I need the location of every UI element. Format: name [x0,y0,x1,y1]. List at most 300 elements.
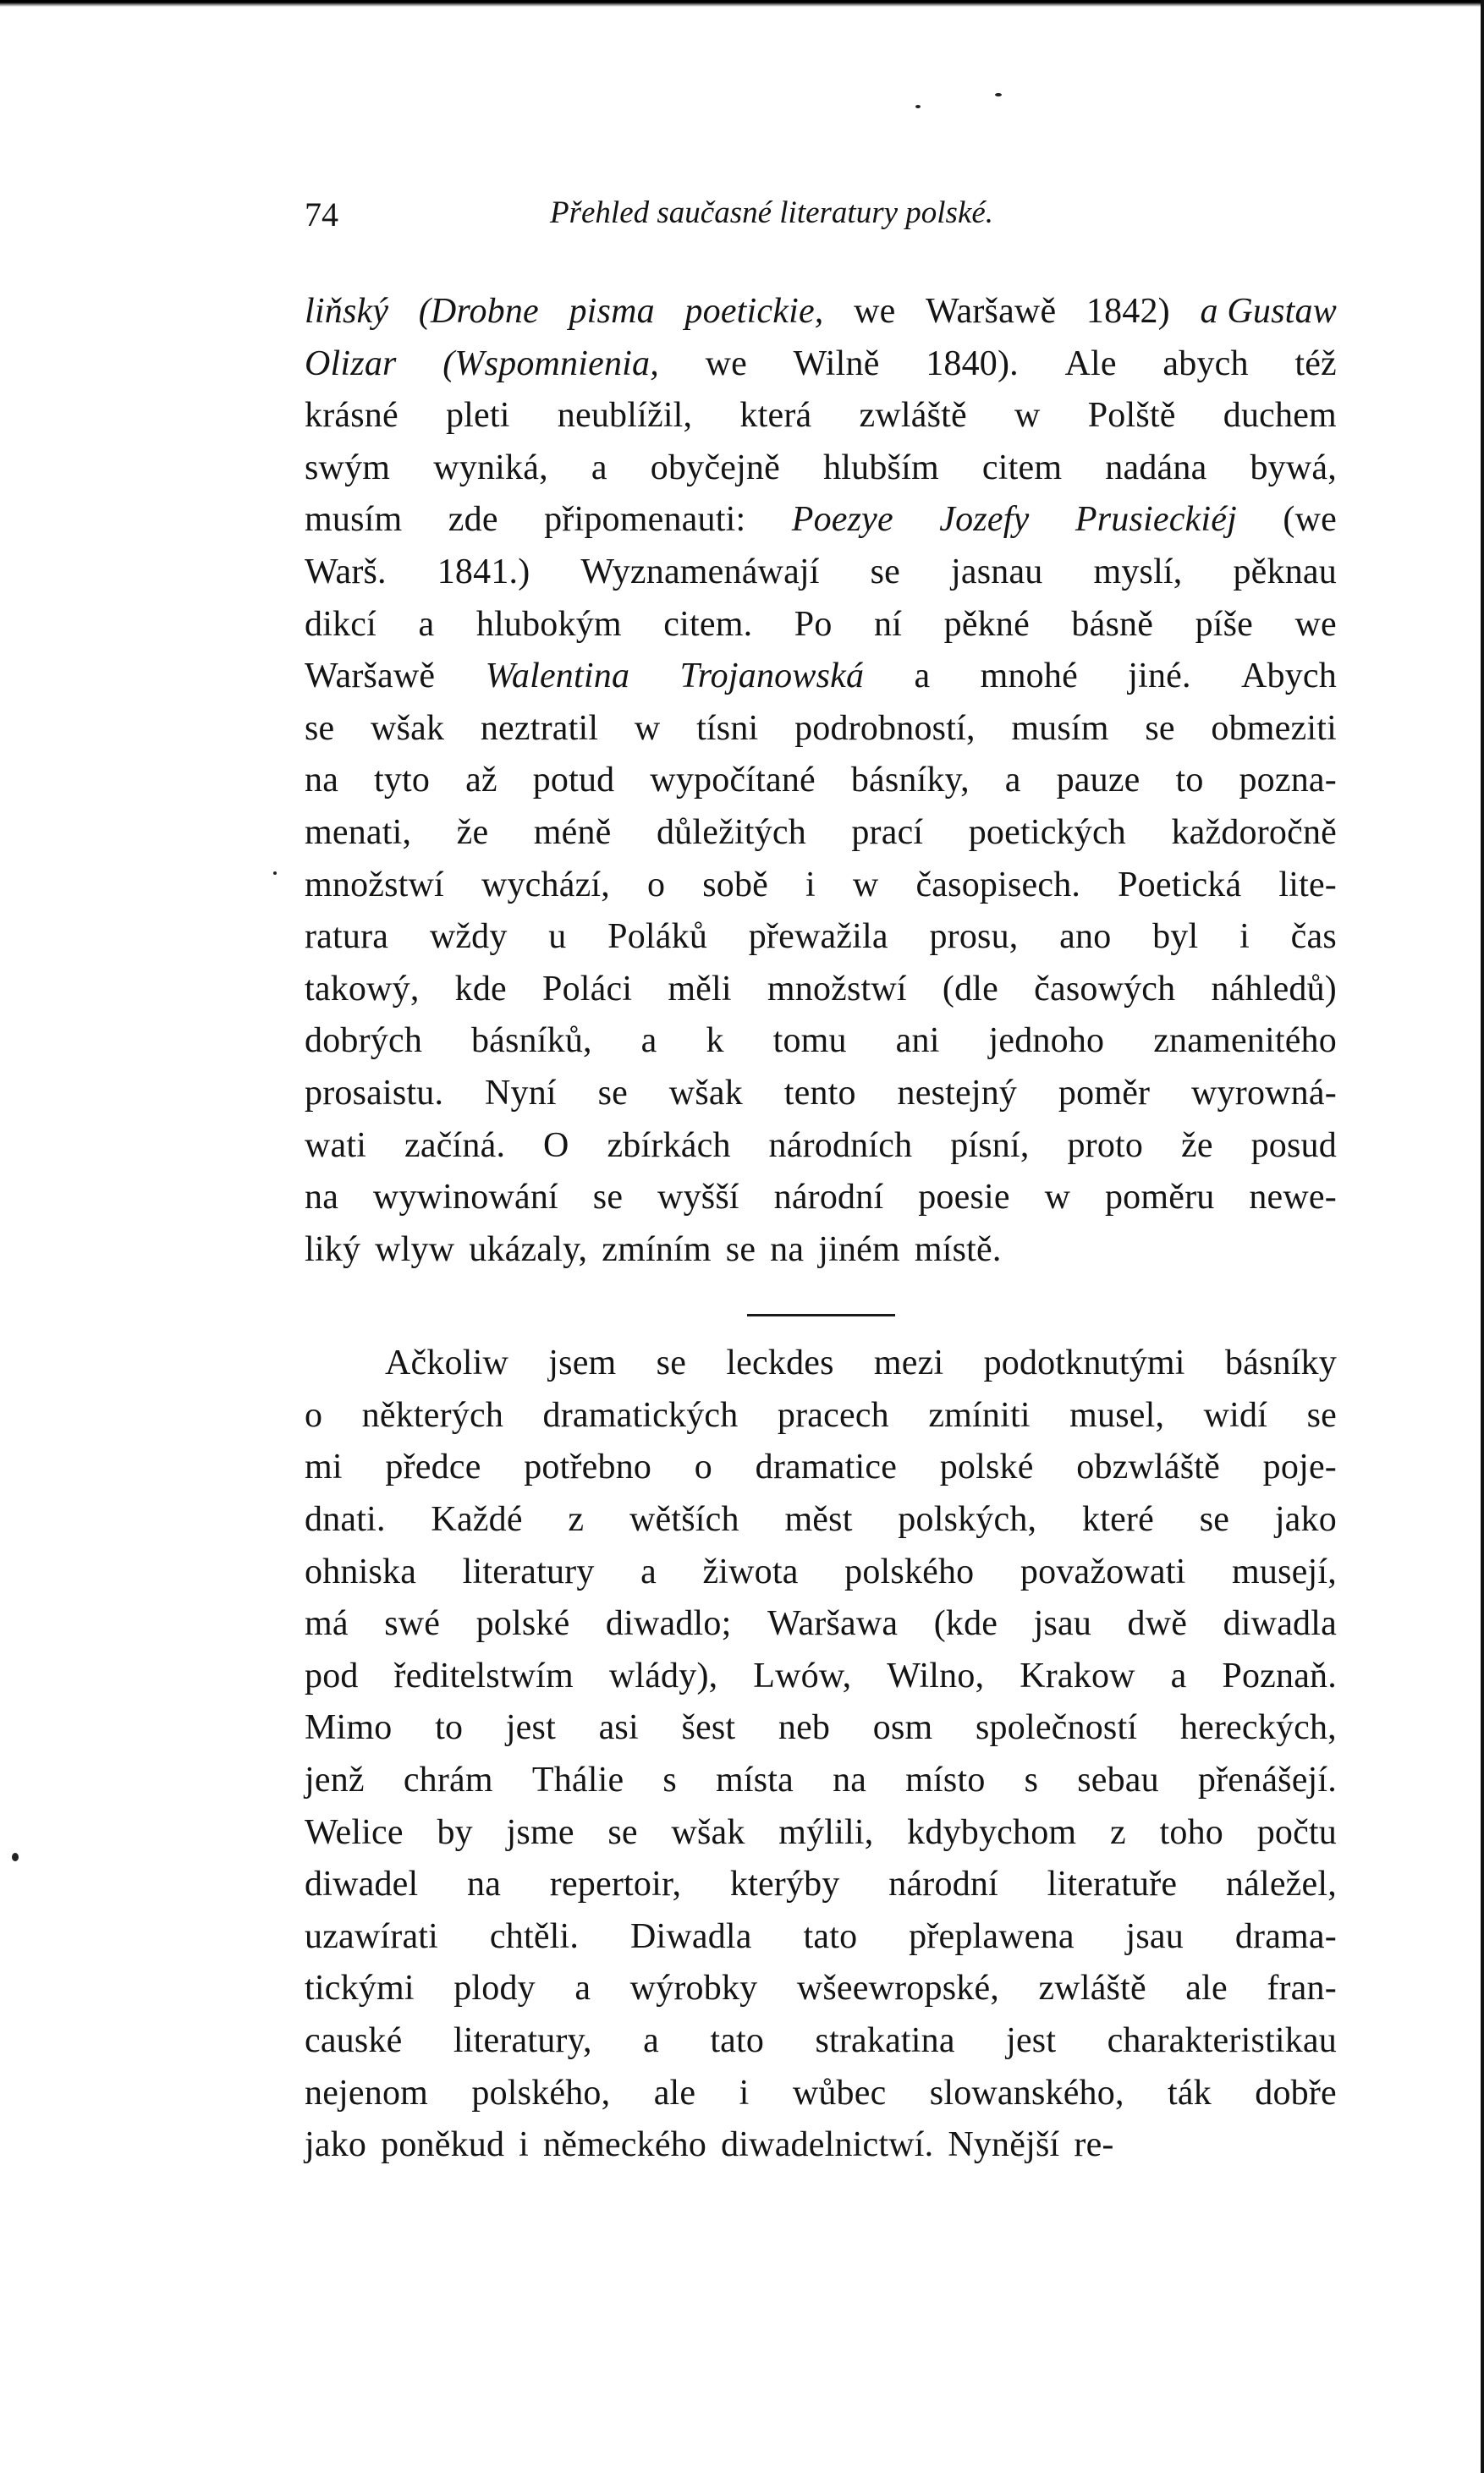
word: a Gustaw [1200,292,1337,331]
word: Poznaň. [1222,1656,1337,1695]
word: ani [895,1021,940,1061]
word: literatury [462,1552,595,1591]
word: Waršawě [926,292,1057,331]
word: w [852,865,879,904]
word: chrám [403,1761,493,1800]
word: Poláci [542,969,633,1008]
word: neztratil [480,708,599,748]
word: ale [1185,1969,1228,2009]
word: dramatice [755,1448,898,1487]
word: některých [361,1395,504,1435]
word: obzwláště [1076,1448,1220,1487]
text-line [305,1651,1337,1703]
text-line [305,1807,1337,1860]
word: pleti [445,396,510,436]
word: a [418,604,435,644]
word: Prusieckiéj [1075,500,1237,540]
word: zmíniti [928,1395,1031,1435]
word: prosu, [929,917,1019,957]
word: přeplawena [909,1916,1075,1956]
word: leckdes [726,1344,834,1383]
word: (dle [942,969,999,1008]
word: wlyw [375,1229,455,1269]
word: Olizar [305,343,397,383]
text-line [305,1338,1337,1390]
word: sobě [702,865,769,904]
text-line [305,1068,1337,1120]
word: se [607,1812,638,1852]
scan-speck [915,105,921,108]
word: citem. [663,604,753,644]
word: též [1294,343,1337,383]
word: tato [710,2021,765,2060]
text-line [305,1702,1337,1755]
word: polské [939,1448,1034,1487]
scan-speck [273,871,277,875]
word: liký [305,1229,361,1269]
word: polských, [898,1500,1037,1540]
word: každoročně [1171,812,1337,852]
word: i [739,2073,750,2113]
word: že [456,812,489,852]
word: má [305,1604,349,1644]
word: menati, [305,812,412,852]
word: jako [305,2125,367,2165]
word: ano [1059,917,1112,957]
word: méně [533,812,612,852]
word: jako [1274,1500,1337,1540]
word: prosaistu. [305,1073,444,1113]
word: wyniká, [433,448,548,487]
word: k [706,1021,724,1061]
word: pracech [777,1395,889,1435]
word: jiné. [1128,657,1191,696]
word: (Drobne [418,292,539,331]
word: w [1044,1178,1071,1217]
word: O [543,1125,569,1165]
text-line [305,964,1337,1016]
word: (Wspomnienia, [442,343,659,383]
text-line [305,1224,1337,1277]
word: wždy [429,917,508,957]
word: jsau [1033,1604,1092,1644]
word: společností [976,1708,1138,1748]
word: ní [874,604,903,644]
word: Nynější [948,2125,1060,2165]
word: polského [844,1552,975,1591]
word: toho [1159,1812,1223,1852]
word: tyto [373,761,431,800]
word: poetickie, [684,292,824,331]
text-line [305,1120,1337,1173]
word: podotknutými [983,1344,1185,1383]
word: musím [305,500,403,540]
word: i [519,2125,530,2165]
word: diwadlo; [605,1604,732,1644]
word: wychází, [481,865,610,904]
text-line [305,1015,1337,1068]
word: diwadel [305,1865,419,1904]
word: dobrých [305,1021,423,1061]
text-line [305,1859,1337,1911]
text-line [305,1494,1337,1547]
word: uzawírati [305,1916,439,1956]
word: jsau [1125,1916,1184,1956]
word: byl [1152,917,1199,957]
word: tomu [772,1021,847,1061]
word: Welice [305,1812,404,1852]
word: a [591,448,607,487]
word: Trojanowská [679,657,865,696]
word: Thálie [531,1761,624,1800]
text-line [305,911,1337,964]
word: ratura [305,917,389,957]
word: množstwí [305,865,444,904]
word: a [640,1552,657,1591]
word: krásné [305,396,398,436]
word: Poetická [1118,865,1242,904]
word: dobře [1255,2073,1337,2113]
text-line [305,494,1337,547]
word: měli [668,969,732,1008]
word: znamenitého [1153,1021,1337,1061]
word: se [870,552,901,591]
word: dwě [1127,1604,1188,1644]
word: Ačkoliw [385,1344,509,1383]
word: diwadelnictwí. [721,2125,934,2165]
word: místě. [914,1229,1002,1269]
word: s [662,1761,677,1800]
word: w [634,708,661,748]
word: (kde [933,1604,998,1644]
word: hereckých, [1179,1708,1337,1748]
word: poněkud [381,2125,505,2165]
scan-speck [995,93,1002,96]
word: proto [1067,1125,1144,1165]
word: slowanského, [929,2073,1124,2113]
word: jiném [818,1229,900,1269]
word: místa [716,1761,794,1800]
word: se [305,708,335,748]
word: pisma [569,292,655,331]
word: pěkné [943,604,1030,644]
text-line [305,807,1337,860]
word: jest [1006,2021,1057,2060]
word: jsem [548,1344,617,1383]
word: Poláků [607,917,708,957]
word: polského, [471,2073,611,2113]
word: Waršawa [767,1604,899,1644]
word: na [833,1761,867,1800]
word: potřebno [524,1448,652,1487]
text-line [305,1442,1337,1494]
word: Nyní [484,1073,557,1113]
word: z [1109,1812,1126,1852]
word: neb [778,1708,831,1748]
word: we [854,292,896,331]
word: pozna- [1239,761,1337,800]
word: se [597,1073,628,1113]
word: až [465,761,497,800]
word: připomenauti: [544,500,746,540]
word: tísni [696,708,759,748]
word: wšeewropské, [796,1969,999,2009]
word: se [1199,1500,1230,1540]
word: jsme [506,1812,574,1852]
word: re- [1074,2125,1114,2165]
word: jasnau [950,552,1043,591]
word: musím [1011,708,1109,748]
word: widí [1203,1395,1268,1435]
word: a [1170,1656,1187,1695]
word: neublížil, [557,396,693,436]
word: hlubokým [475,604,622,644]
scan-top-edge [0,0,1484,7]
word: abych [1162,343,1249,383]
word: jest [505,1708,556,1748]
scan-right-edge [1481,0,1484,2473]
word: wyšší [657,1178,739,1217]
word: poje- [1262,1448,1337,1487]
word: na [305,1178,339,1217]
word: ohniska [305,1552,417,1591]
word: poměr [1058,1073,1151,1113]
word: šest [681,1708,736,1748]
word: i [805,865,816,904]
running-head [305,195,1337,245]
word: čas [1290,917,1337,957]
word: tato [803,1916,858,1956]
text-line [305,390,1337,442]
word: Diwadla [629,1916,752,1956]
word: strakatina [815,2021,955,2060]
word: plody [453,1969,536,2009]
word: mezi [873,1344,944,1383]
scan-speck [12,1853,19,1861]
word: zwláště [859,396,967,436]
paragraph-1 [305,286,1337,1276]
word: přewažila [748,917,888,957]
word: na [305,761,339,800]
word: Ale [1064,343,1117,383]
word: s [1024,1761,1039,1800]
word: časopisech. [915,865,1081,904]
word: mi [305,1448,343,1487]
word: obyčejně [650,448,780,487]
word: takowý, [305,969,420,1008]
word: 1842) [1086,292,1170,331]
paragraph-2 [305,1338,1337,2172]
text-line [305,442,1337,495]
word: tickými [305,1969,415,2009]
word: Každé [431,1500,523,1540]
word: ták [1168,2073,1212,2113]
word: Lwów, [753,1656,852,1695]
word: nestejný [897,1073,1018,1113]
word: i [1239,917,1250,957]
word: Wilno, [887,1656,985,1695]
word: lite- [1278,865,1337,904]
word: 1840). [926,343,1019,383]
word: Polště [1087,396,1176,436]
word: ale [653,2073,696,2113]
word: náhledů) [1211,969,1337,1008]
word: wýrobky [629,1969,758,2009]
word: a [574,1969,591,2009]
word: Wilně [793,343,880,383]
word: mýlili, [778,1812,874,1852]
word: nadána [1105,448,1207,487]
word: básníky, [850,761,970,800]
word: wšak [371,708,445,748]
word: Abych [1240,657,1337,696]
word: zwláště [1038,1969,1146,2009]
word: národních [768,1125,913,1165]
word: prací [851,812,924,852]
word: a [643,2021,659,2060]
word: národní [888,1865,998,1904]
word: liňský [305,292,389,331]
word: podrobností, [794,708,976,748]
word: hlubším [823,448,939,487]
text-line [305,599,1337,651]
word: asi [598,1708,639,1748]
text-line [305,1963,1337,2015]
word: posud [1250,1125,1337,1165]
word: které [1082,1500,1154,1540]
word: Po [794,604,833,644]
running-title: Přehled saučasné literatury polské. [550,195,994,230]
word: newe- [1249,1178,1337,1217]
word: považowati [1020,1552,1186,1591]
word: wšak [671,1812,745,1852]
word: německého [543,2125,707,2165]
text-line [305,547,1337,599]
word: tento [783,1073,856,1113]
word: Mimo [305,1708,393,1748]
text-line [305,755,1337,807]
word: u [548,917,567,957]
word: Krakow [1020,1656,1135,1695]
text-line [305,2015,1337,2068]
text-line [305,860,1337,912]
section-separator-rule [747,1314,895,1316]
word: ředitelstwím [393,1656,574,1695]
text-line [305,651,1337,703]
word: že [1181,1125,1213,1165]
word: kterýby [729,1865,840,1904]
word: Walentina [485,657,630,696]
word: myslí, [1093,552,1183,591]
word: o [647,865,666,904]
word: ukázaly, [469,1229,588,1269]
word: o [305,1395,323,1435]
word: by [437,1812,473,1852]
word: wypočítané [650,761,816,800]
word: repertoir, [549,1865,682,1904]
text-line [305,2119,1337,2172]
word: causké [305,2021,403,2060]
word: swým [305,448,391,487]
word: poesie [918,1178,1010,1217]
word: kde [454,969,507,1008]
word: literatury, [453,2021,592,2060]
text-line [305,1390,1337,1443]
word: básně [1071,604,1154,644]
word: důležitých [656,812,806,852]
word: která [739,396,812,436]
word: národní [773,1178,884,1217]
word: pod [305,1656,359,1695]
word: wlády), [608,1656,718,1695]
text-line [305,703,1337,756]
word: wůbec [792,2073,887,2113]
word: wětších [629,1500,739,1540]
word: přenášejí. [1197,1761,1337,1800]
word: pěknau [1233,552,1337,591]
page-number: 74 [305,195,338,234]
word: místo [905,1761,986,1800]
word: musel, [1069,1395,1165,1435]
text-line [305,286,1337,338]
word: se [1306,1395,1337,1435]
word: sebau [1077,1761,1159,1800]
word: předce [385,1448,481,1487]
word: we [1294,604,1337,644]
word: drama- [1234,1916,1337,1956]
word: žiwota [702,1552,799,1591]
word: jednoho [988,1021,1105,1061]
word: se [1145,708,1175,748]
word: měst [784,1500,853,1540]
word: dnati. [305,1500,386,1540]
word: o [694,1448,712,1487]
word: wyrowná- [1191,1073,1337,1113]
text-line [305,1172,1337,1224]
word: osm [872,1708,933,1748]
word: zde [448,500,498,540]
word: dikcí [305,604,376,644]
word: chtěli. [489,1916,580,1956]
word: básníků, [470,1021,592,1061]
word: obmeziti [1211,708,1337,748]
word: swé [384,1604,441,1644]
text-line [305,1598,1337,1651]
word: písní, [950,1125,1030,1165]
word: polské [475,1604,570,1644]
word: zmíním [602,1229,712,1269]
word: w [1014,396,1041,436]
word: na [770,1229,805,1269]
text-line [305,338,1337,391]
word: citem [981,448,1063,487]
word: jenž [305,1761,365,1800]
word: básníky [1224,1344,1337,1383]
word: zbírkách [607,1125,731,1165]
word: na [467,1865,502,1904]
word: časowých [1034,969,1176,1008]
body-text [305,286,1337,2172]
word: píše [1195,604,1254,644]
text-line [305,1547,1337,1599]
word: nejenom [305,2073,429,2113]
text-line [305,1911,1337,1964]
word: Waršawě [305,657,436,696]
word: fran- [1267,1969,1337,2009]
word: se [592,1178,624,1217]
word: množstwí [767,969,907,1008]
word: musejí, [1232,1552,1337,1591]
